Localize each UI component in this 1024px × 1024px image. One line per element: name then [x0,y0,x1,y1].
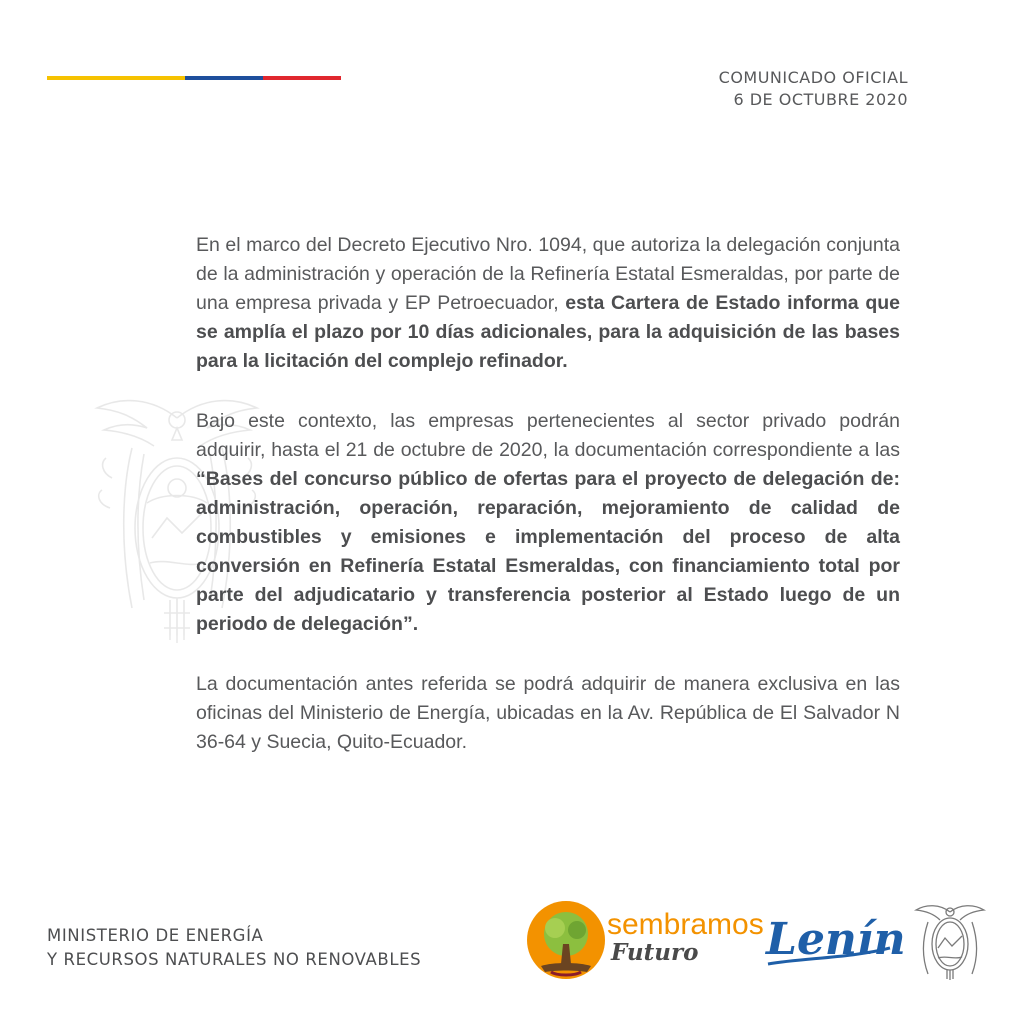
flag-stripe [47,76,341,80]
flag-red [263,76,341,80]
futuro-wordmark: Futuro [611,939,699,966]
paragraph-3: La documentación antes referida se podrá adquirir de manera exclusiva en las oficinas del Ministerio de Energía, ubicadas en la Av. República de El Salvador N 36-64 y Suecia, Quito-Ecuador. [196,673,900,753]
ecuador-coat-of-arms-icon [914,900,986,980]
paragraph-1-normal: En el marco del Decreto Ejecutivo Nro. 1094, que autoriza la delegación conjunta de la administración y operación de la Refinería Estatal Esmeraldas, por parte de una empresa privada y EP Petroecuador, [196,234,900,314]
paragraph-2-normal: Bajo este contexto, las empresas pertenecientes al sector privado podrán adquirir, hasta el 21 de octubre de 2020, la documentación correspondiente a las [196,410,900,461]
lenin-logo [762,908,906,974]
communique-body [196,231,900,788]
header-title: COMUNICADO OFICIAL [718,68,908,87]
ministry-line-2: Y RECURSOS NATURALES NO RENOVABLES [47,950,422,969]
sembramos-wordmark: sembramos [607,908,764,941]
paragraph-1 [196,231,900,376]
flag-blue [185,76,263,80]
paragraph-2 [196,407,900,639]
ministry-name [47,924,421,972]
document-header [719,67,908,111]
sembramos-tree-logo-icon [527,901,605,979]
paragraph-2-bold: “Bases del concurso público de ofertas para el proyecto de delegación de: administración, operación, reparación, mejoramiento de calidad de combustibles y emisiones e implementación del proceso de alta conversión en Refinería Estatal Esmeraldas, con financiamiento total por parte del adjudicatario y transferencia posterior al Estado luego de un periodo de delegación”. [196,468,900,635]
lenin-wordmark: Lenín [766,914,906,965]
sembramos-futuro-logo [527,900,764,980]
ministry-line-1: MINISTERIO DE ENERGÍA [47,926,264,945]
header-date: 6 DE OCTUBRE 2020 [733,90,908,109]
flag-yellow [47,76,185,80]
paragraph-1-bold: esta Cartera de Estado informa que se amplía el plazo por 10 días adicionales, para la adquisición de las bases para la licitación del complejo refinador. [196,292,900,372]
